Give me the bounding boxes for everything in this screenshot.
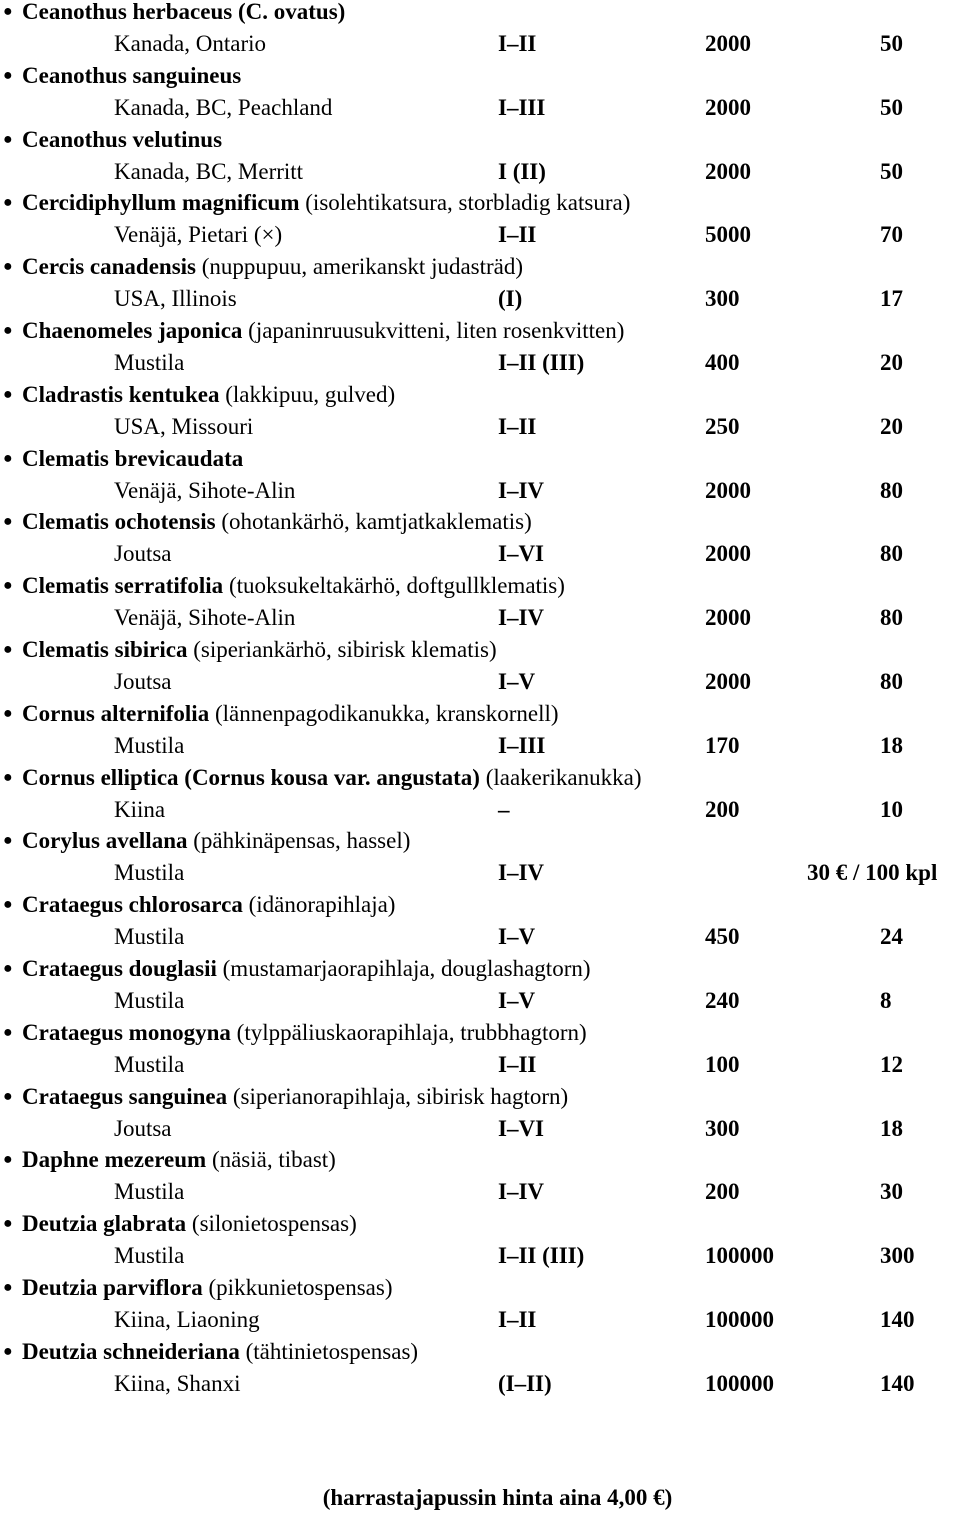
bullet-icon: ●	[3, 768, 13, 786]
bullet-icon: ●	[3, 3, 13, 20]
latin-name: Ceanothus herbaceus	[22, 0, 233, 24]
species-name	[22, 1336, 418, 1368]
species-name-line	[0, 1144, 960, 1176]
bullet-icon: ●	[3, 1087, 13, 1105]
species-detail-line	[0, 857, 960, 889]
species-detail-line	[0, 538, 960, 570]
origin: USA, Illinois	[114, 286, 237, 312]
bullet-icon: ●	[3, 896, 13, 914]
seed-count: 170	[705, 732, 740, 758]
seed-count: 100000	[705, 1370, 774, 1396]
latin-name: Crataegus douglasii	[22, 955, 217, 981]
price: 140	[880, 1306, 915, 1332]
price: 12	[880, 1051, 903, 1077]
bullet-icon: ●	[3, 832, 13, 850]
seed-count: 200	[705, 1179, 740, 1205]
seed-count: 100000	[705, 1306, 774, 1332]
species-name	[22, 953, 591, 985]
common-name: (mustamarjaorapihlaja, douglashagtorn)	[222, 955, 591, 981]
latin-name: Crataegus chlorosarca	[22, 892, 243, 918]
common-name: (tuoksukeltakärhö, doftgullklematis)	[228, 573, 565, 599]
species-name	[22, 60, 241, 92]
hardiness-zone: I–V	[498, 668, 536, 694]
species-entry	[0, 447, 960, 511]
species-name-line	[0, 1017, 960, 1049]
species-name	[22, 0, 345, 28]
common-name: (pähkinäpensas, hassel)	[193, 828, 411, 854]
species-name-line	[0, 1336, 960, 1368]
origin: Venäjä, Pietari (×)	[114, 222, 283, 248]
seed-count: 2000	[705, 605, 751, 631]
species-name	[22, 634, 497, 666]
origin: Joutsa	[114, 1115, 172, 1141]
species-detail-line	[0, 1240, 960, 1272]
species-detail-line	[0, 1049, 960, 1081]
price: 17	[880, 286, 903, 312]
bullet-icon: ●	[3, 258, 13, 276]
species-entry	[0, 510, 960, 574]
seed-count: 400	[705, 349, 740, 375]
latin-name: Daphne mezereum	[22, 1147, 207, 1173]
bullet-icon: ●	[3, 1342, 13, 1360]
species-name-line	[0, 762, 960, 794]
species-detail-line	[0, 283, 960, 315]
species-detail-line	[0, 602, 960, 634]
origin: Kanada, Ontario	[114, 31, 266, 56]
latin-name: Cercis canadensis	[22, 254, 196, 280]
bullet-icon: ●	[3, 1023, 13, 1041]
species-entry	[0, 383, 960, 447]
origin: USA, Missouri	[114, 413, 254, 439]
latin-name: Clematis serratifolia	[22, 573, 224, 599]
seed-count: 5000	[705, 222, 751, 248]
species-name	[22, 187, 630, 219]
latin-name: Cercidiphyllum magnificum	[22, 190, 300, 216]
common-name: (pikkunietospensas)	[208, 1274, 393, 1300]
origin: Venäjä, Sihote-Alin	[114, 605, 296, 631]
seed-count: 2000	[705, 31, 751, 56]
species-name	[22, 825, 410, 857]
price: 30	[880, 1179, 903, 1205]
common-name: (näsiä, tibast)	[211, 1147, 336, 1173]
species-entry	[0, 255, 960, 319]
species-detail-line	[0, 921, 960, 953]
origin: Joutsa	[114, 668, 172, 694]
hardiness-zone: (I–II)	[498, 1370, 552, 1396]
species-name-line	[0, 889, 960, 921]
species-name-line	[0, 570, 960, 602]
hardiness-zone: –	[498, 796, 510, 822]
origin: Kanada, BC, Peachland	[114, 94, 333, 120]
packet-price-note: (harrastajapussin hinta aina 4,00 €)	[322, 1485, 673, 1510]
seed-count: 300	[705, 286, 740, 312]
seed-count: 300	[705, 1115, 740, 1141]
hardiness-zone: I–II (III)	[498, 349, 585, 375]
bullet-icon: ●	[3, 321, 13, 339]
species-name	[22, 570, 565, 602]
bullet-icon: ●	[3, 1215, 13, 1233]
common-name: (ohotankärhö, kamtjatkaklematis)	[221, 509, 532, 535]
latin-name: Clematis sibirica	[22, 636, 188, 662]
species-detail-line	[0, 156, 960, 188]
origin: Venäjä, Sihote-Alin	[114, 477, 296, 503]
species-detail-line	[0, 219, 960, 251]
seed-count: 2000	[705, 94, 751, 120]
species-detail-line	[0, 411, 960, 443]
latin-name: Deutzia schneideriana	[22, 1338, 240, 1364]
species-name-line	[0, 634, 960, 666]
hardiness-zone: I–IV	[498, 605, 545, 631]
species-entry	[0, 1212, 960, 1276]
latin-name: Cornus elliptica (Cornus kousa var. angustata)	[22, 764, 480, 790]
origin: Joutsa	[114, 541, 172, 567]
species-name	[22, 315, 624, 347]
species-entry	[0, 702, 960, 766]
common-name: (tähtinietospensas)	[245, 1338, 419, 1364]
species-name	[22, 506, 532, 538]
species-name	[22, 1272, 392, 1304]
seed-count: 2000	[705, 541, 751, 567]
latin-name: Clematis brevicaudata	[22, 445, 244, 471]
bullet-icon: ●	[3, 385, 13, 403]
species-name-line	[0, 315, 960, 347]
hardiness-zone: I–IV	[498, 1179, 545, 1205]
bullet-icon: ●	[3, 640, 13, 658]
species-detail-line	[0, 475, 960, 507]
hardiness-zone: I–V	[498, 987, 536, 1013]
species-entry	[0, 319, 960, 383]
seed-count: 250	[705, 413, 740, 439]
common-name: (silonietospensas)	[191, 1211, 357, 1237]
common-name: (siperiankärhö, sibirisk klematis)	[193, 636, 497, 662]
species-detail-line	[0, 1368, 960, 1400]
species-name	[22, 379, 395, 411]
species-detail-line	[0, 985, 960, 1017]
species-name-line	[0, 1208, 960, 1240]
latin-name: Deutzia parviflora	[22, 1274, 203, 1300]
species-detail-line	[0, 730, 960, 762]
species-entry	[0, 1021, 960, 1085]
species-name-line	[0, 251, 960, 283]
hardiness-zone: I–II	[498, 413, 537, 439]
species-detail-line	[0, 1113, 960, 1145]
price: 50	[880, 158, 903, 184]
latin-name: Deutzia glabrata	[22, 1211, 187, 1237]
price: 300	[880, 1243, 915, 1269]
hardiness-zone: I–II	[498, 1306, 537, 1332]
species-detail-line	[0, 92, 960, 124]
origin: Kiina	[114, 796, 166, 822]
common-name: (nuppupuu, amerikanskt judasträd)	[201, 254, 524, 280]
seed-count: 100	[705, 1051, 740, 1077]
latin-name: Clematis ochotensis	[22, 509, 216, 535]
price: 18	[880, 732, 903, 758]
origin: Mustila	[114, 349, 185, 375]
origin: Kanada, BC, Merritt	[114, 158, 304, 184]
latin-name: Cladrastis kentukea	[22, 381, 220, 407]
species-detail-line	[0, 347, 960, 379]
species-detail-line	[0, 1304, 960, 1336]
price: 30 € / 100 kpl	[807, 860, 938, 886]
origin: Mustila	[114, 860, 185, 886]
species-name-line	[0, 187, 960, 219]
common-name: (C. ovatus)	[237, 0, 346, 24]
common-name: (siperianorapihlaja, sibirisk hagtorn)	[232, 1083, 569, 1109]
species-entry	[0, 957, 960, 1021]
origin: Mustila	[114, 1179, 185, 1205]
bullet-icon: ●	[3, 513, 13, 531]
common-name: (lakkipuu, gulved)	[225, 381, 396, 407]
species-name-line	[0, 953, 960, 985]
species-entry	[0, 1085, 960, 1149]
seed-count: 2000	[705, 158, 751, 184]
seed-count: 2000	[705, 668, 751, 694]
common-name: (idänorapihlaja)	[248, 892, 396, 918]
latin-name: Chaenomeles japonica	[22, 317, 243, 343]
bullet-icon: ●	[3, 194, 13, 212]
species-entry	[0, 638, 960, 702]
species-name	[22, 698, 559, 730]
price: 50	[880, 94, 903, 120]
price: 80	[880, 605, 903, 631]
species-name-line	[0, 825, 960, 857]
species-detail-line	[0, 1176, 960, 1208]
price: 50	[880, 31, 903, 56]
species-entry	[0, 1276, 960, 1340]
bullet-icon: ●	[3, 1151, 13, 1169]
hardiness-zone: I–V	[498, 924, 536, 950]
common-name: (laakerikanukka)	[485, 764, 642, 790]
species-entry	[0, 64, 960, 128]
bullet-icon: ●	[3, 959, 13, 977]
bullet-icon: ●	[3, 130, 13, 148]
latin-name: Crataegus monogyna	[22, 1019, 231, 1045]
price: 80	[880, 668, 903, 694]
price: 10	[880, 796, 903, 822]
species-entry	[0, 1148, 960, 1212]
hardiness-zone: I–II	[498, 31, 537, 56]
species-name-line	[0, 1081, 960, 1113]
hardiness-zone: I–VI	[498, 1115, 545, 1141]
price: 80	[880, 541, 903, 567]
species-entry	[0, 191, 960, 255]
seed-count: 2000	[705, 477, 751, 503]
species-name	[22, 251, 523, 283]
species-name	[22, 889, 395, 921]
species-detail-line	[0, 28, 960, 60]
species-entry	[0, 128, 960, 192]
hardiness-zone: I–II	[498, 1051, 537, 1077]
bullet-icon: ●	[3, 66, 13, 84]
bullet-icon: ●	[3, 704, 13, 722]
seed-count: 100000	[705, 1243, 774, 1269]
species-entry	[0, 893, 960, 957]
hardiness-zone: I–III	[498, 732, 546, 758]
hardiness-zone: I–IV	[498, 477, 545, 503]
latin-name: Corylus avellana	[22, 828, 188, 854]
seed-count: 200	[705, 796, 740, 822]
species-name	[22, 1144, 336, 1176]
price: 80	[880, 477, 903, 503]
origin: Kiina, Liaoning	[114, 1306, 260, 1332]
origin: Mustila	[114, 987, 185, 1013]
price: 20	[880, 349, 903, 375]
price: 140	[880, 1370, 915, 1396]
price: 70	[880, 222, 903, 248]
hardiness-zone: I–IV	[498, 860, 545, 886]
species-name-line	[0, 60, 960, 92]
bullet-icon: ●	[3, 449, 13, 467]
hardiness-zone: I–III	[498, 94, 546, 120]
species-entry	[0, 829, 960, 893]
latin-name: Ceanothus velutinus	[22, 126, 223, 152]
species-name	[22, 1017, 587, 1049]
price: 8	[880, 987, 892, 1013]
price: 18	[880, 1115, 903, 1141]
species-name	[22, 1208, 357, 1240]
bullet-icon: ●	[3, 577, 13, 595]
latin-name: Cornus alternifolia	[22, 700, 210, 726]
latin-name: Ceanothus sanguineus	[22, 62, 242, 88]
species-name	[22, 124, 222, 156]
species-entry	[0, 574, 960, 638]
species-name-line	[0, 443, 960, 475]
species-name-line	[0, 379, 960, 411]
species-entry	[0, 1340, 960, 1404]
species-name-line	[0, 124, 960, 156]
common-name: (lännenpagodikanukka, kranskornell)	[214, 700, 559, 726]
species-entry	[0, 0, 960, 64]
species-detail-line	[0, 666, 960, 698]
origin: Kiina, Shanxi	[114, 1370, 241, 1396]
origin: Mustila	[114, 1051, 185, 1077]
origin: Mustila	[114, 1243, 185, 1269]
common-name: (isolehtikatsura, storbladig katsura)	[305, 190, 631, 216]
common-name: (tylppäliuskaorapihlaja, trubbhagtorn)	[236, 1019, 587, 1045]
species-name	[22, 762, 642, 794]
seed-count: 240	[705, 987, 740, 1013]
hardiness-zone: I–II	[498, 222, 537, 248]
hardiness-zone: (I)	[498, 286, 523, 312]
price: 24	[880, 924, 903, 950]
latin-name: Crataegus sanguinea	[22, 1083, 228, 1109]
hardiness-zone: I (II)	[498, 158, 546, 184]
species-name-line	[0, 506, 960, 538]
common-name: (japaninruusukvitteni, liten rosenkvitten)	[248, 317, 625, 343]
species-name-line	[0, 0, 960, 28]
hardiness-zone: I–VI	[498, 541, 545, 567]
bullet-icon: ●	[3, 1278, 13, 1296]
hardiness-zone: I–II (III)	[498, 1243, 585, 1269]
price: 20	[880, 413, 903, 439]
species-entry	[0, 766, 960, 830]
species-detail-line	[0, 794, 960, 826]
species-name-line	[0, 698, 960, 730]
species-name	[22, 443, 243, 475]
species-name	[22, 1081, 568, 1113]
origin: Mustila	[114, 924, 185, 950]
origin: Mustila	[114, 732, 185, 758]
seed-count: 450	[705, 924, 740, 950]
species-name-line	[0, 1272, 960, 1304]
